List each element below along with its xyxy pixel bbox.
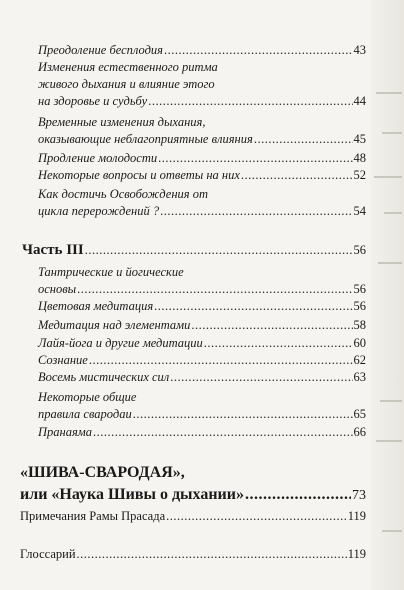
leader-dots	[77, 546, 347, 563]
page-number: 52	[353, 168, 366, 182]
leader-dots	[254, 131, 353, 148]
leader-dots	[170, 369, 352, 386]
leader-dots	[158, 150, 352, 167]
toc-entry-elements-meditation	[38, 317, 366, 334]
bleed-line	[384, 212, 402, 214]
shiva-swarodaya-heading	[20, 462, 366, 507]
page-number: 48	[353, 151, 366, 165]
leader-dots	[85, 242, 353, 259]
entry-text: основы	[38, 282, 77, 296]
page-number: 119	[347, 547, 366, 561]
entry-text: Некоторые вопросы и ответы на них	[38, 168, 240, 182]
toc-entry-youth	[38, 150, 366, 167]
entry-text: Цветовая медитация	[38, 299, 154, 313]
page-number: 73	[352, 488, 366, 503]
leader-dots	[204, 335, 353, 352]
entry-text: Глоссарий	[20, 547, 76, 561]
entry-text: Преодоление бесплодия	[38, 43, 163, 57]
toc-entry-consciousness	[38, 352, 366, 369]
toc-entry-laya-yoga	[38, 335, 366, 352]
leader-dots	[160, 203, 352, 220]
leader-dots	[148, 93, 352, 110]
toc-entry-infertility	[38, 42, 366, 59]
entry-text: живого дыхания и влияние этого	[38, 77, 215, 91]
page-number: 119	[347, 509, 366, 523]
toc-entry-temporary-changes	[38, 114, 366, 148]
heading-line-2: или «Наука Шивы о дыхании»	[20, 486, 244, 503]
entry-text: Лайя-йога и другие медитации	[38, 336, 203, 350]
entry-text: цикла перерождений ?	[38, 204, 160, 218]
bleed-line	[382, 530, 402, 532]
bleed-line	[378, 262, 402, 264]
page-number: 56	[353, 299, 366, 313]
leader-dots	[133, 406, 353, 423]
leader-dots	[93, 424, 352, 441]
leader-dots	[166, 508, 347, 525]
page-number: 45	[353, 132, 366, 146]
part-title: Часть III	[22, 242, 84, 258]
entry-text: Пранаяма	[38, 425, 93, 439]
leader-dots	[77, 281, 352, 298]
toc-entry-color-meditation	[38, 298, 366, 315]
entry-text: Тантрические и йогические	[38, 265, 184, 279]
entry-text: Изменения естественного ритма	[38, 60, 218, 74]
page-number: 62	[353, 353, 366, 367]
page-number: 66	[353, 425, 366, 439]
entry-text: Восемь мистических сил	[38, 370, 170, 384]
page-number: 56	[353, 243, 366, 257]
toc-entry-pranayama	[38, 424, 366, 441]
toc-entry-breath-rhythm	[38, 59, 366, 110]
bleed-line	[376, 440, 402, 442]
page-number: 44	[353, 94, 366, 108]
leader-dots	[89, 352, 353, 369]
page-number: 60	[353, 336, 366, 350]
entry-text: Временные изменения дыхания,	[38, 115, 206, 129]
entry-text: правила свародаи	[38, 407, 132, 421]
toc-entry-notes	[20, 508, 366, 525]
entry-text: оказывающие неблагоприятные влияния	[38, 132, 253, 146]
toc-entry-glossary	[20, 546, 366, 563]
page-number: 54	[353, 204, 366, 218]
toc-entry-liberation	[38, 186, 366, 220]
page-number: 65	[353, 407, 366, 421]
entry-text: на здоровье и судьбу	[38, 94, 148, 108]
heading-line-1: «ШИВА-СВАРОДАЯ»,	[20, 464, 185, 481]
entry-text: Продление молодости	[38, 151, 158, 165]
entry-text: Медитация над элементами	[38, 318, 191, 332]
leader-dots	[241, 167, 353, 184]
bleed-line	[382, 132, 402, 134]
page-number: 43	[353, 43, 366, 57]
bleed-line	[380, 400, 402, 402]
toc-entry-mystic-powers	[38, 369, 366, 386]
entry-text: Сознание	[38, 353, 88, 367]
entry-text: Некоторые общие	[38, 390, 137, 404]
leader-dots	[245, 484, 351, 506]
bleed-line	[376, 92, 402, 94]
leader-dots	[164, 42, 353, 59]
bleed-line	[374, 176, 402, 178]
entry-text: Примечания Рамы Прасада	[20, 509, 166, 523]
leader-dots	[154, 298, 352, 315]
page-number: 63	[353, 370, 366, 384]
toc-entry-tantric-basics	[38, 264, 366, 298]
leader-dots	[191, 317, 352, 334]
page-number: 58	[353, 318, 366, 332]
toc-entry-swarodaya-rules	[38, 389, 366, 423]
page-number: 56	[353, 282, 366, 296]
part-three-heading	[22, 242, 366, 259]
entry-text: Как достичь Освобождения от	[38, 187, 208, 201]
page-edge-bleed	[370, 0, 404, 590]
toc-entry-questions	[38, 167, 366, 184]
